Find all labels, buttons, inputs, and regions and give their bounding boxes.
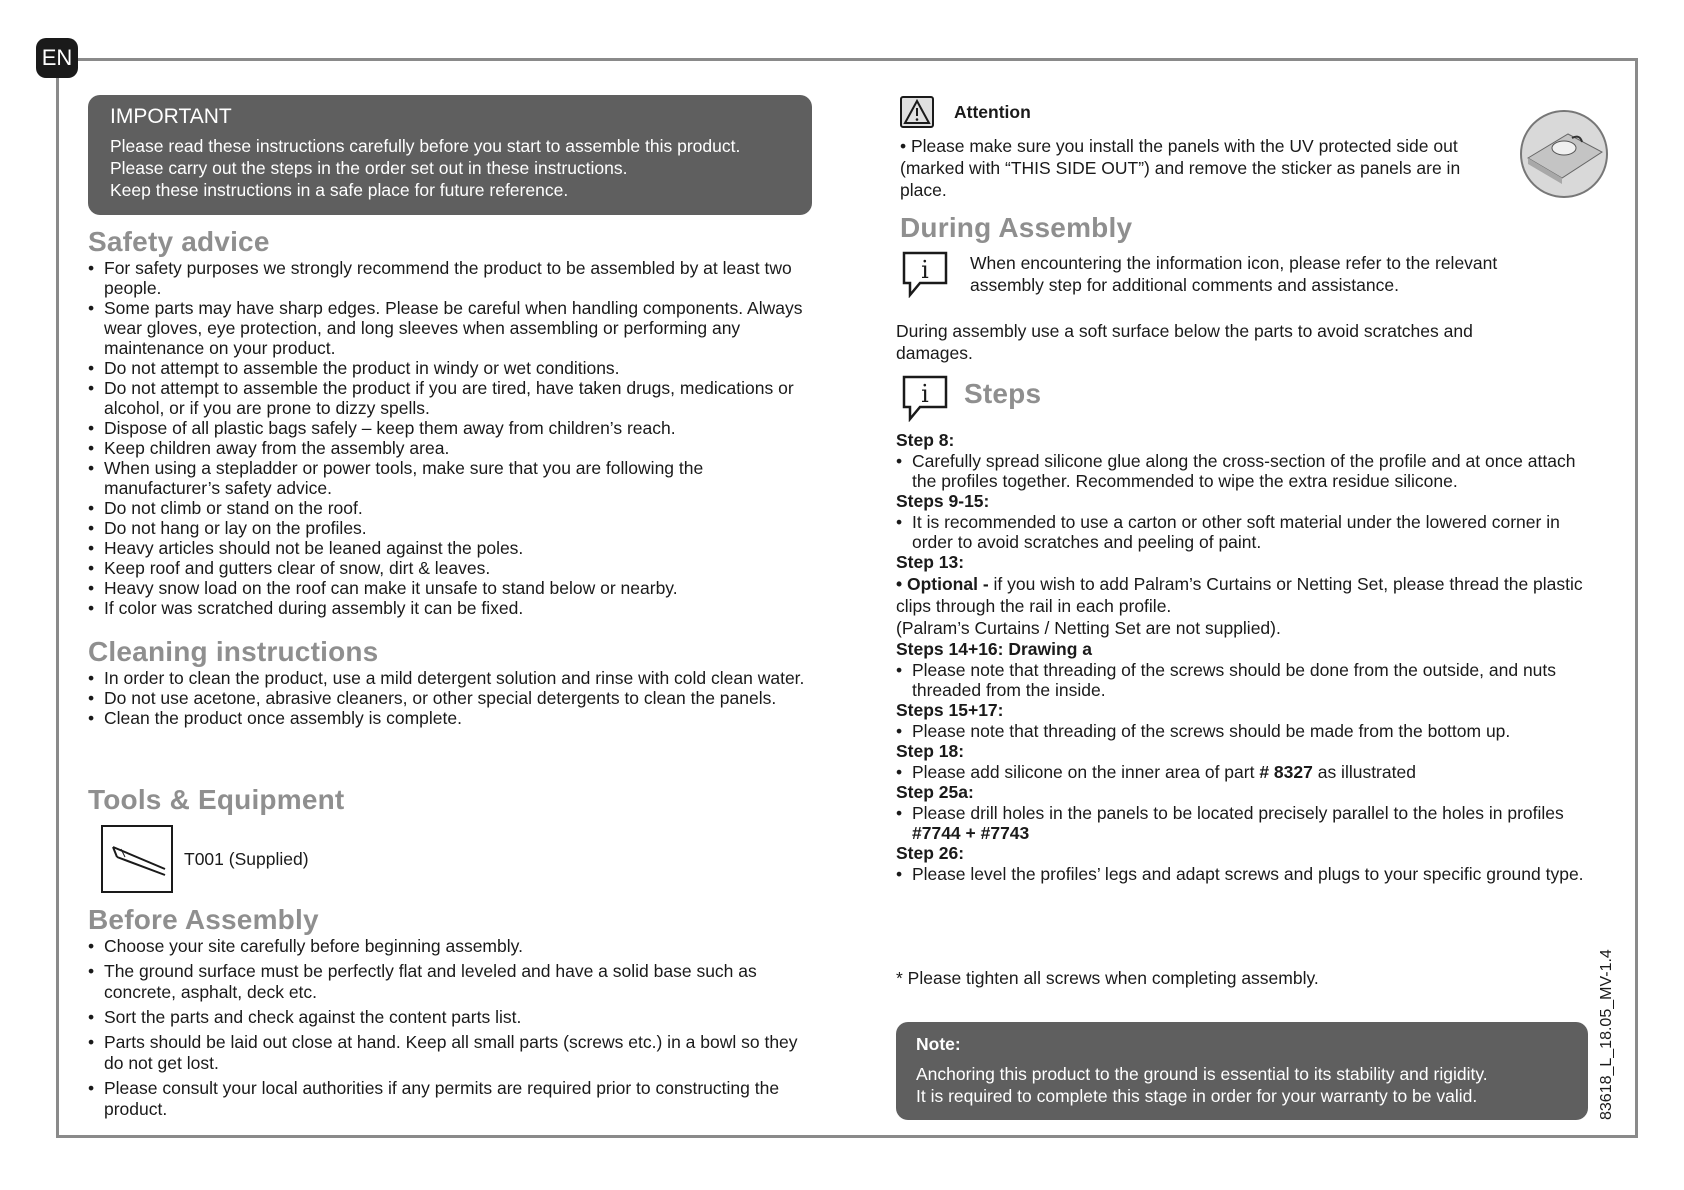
step-heading: Step 25a: [896, 782, 974, 802]
tools-heading: Tools & Equipment [88, 784, 345, 815]
safety-section [88, 226, 808, 618]
step-text: • Please note that threading of the screws should be made from the bottom up. [896, 721, 1596, 741]
info-icon [900, 250, 950, 298]
step-text-part: as illustrated [1312, 762, 1416, 782]
list-item: • Dispose of all plastic bags safely – keep them away from children’s reach. [88, 418, 808, 438]
step-text-part: if you wish to add Palram’s Curtains or Netting Set, please thread the plastic clips through the rail in each profile. [896, 574, 1583, 616]
steps-heading: Steps [964, 378, 1042, 409]
list-item: • Heavy snow load on the roof can make it unsafe to stand below or nearby. [88, 578, 808, 598]
step-text: • Please note that threading of the screws should be done from the outside, and nuts threaded from the inside. [896, 660, 1596, 700]
before-section [88, 904, 808, 1124]
list-item: • For safety purposes we strongly recommend the product to be assembled by at least two people. [88, 258, 808, 298]
step-text [896, 803, 1596, 843]
tool-image [101, 825, 173, 893]
info-icon-text: When encountering the information icon, please refer to the relevant assembly step for additional comments and assistance. [970, 253, 1498, 295]
note-title: Note: [916, 1034, 961, 1054]
cleaning-section [88, 636, 808, 728]
note-line: Anchoring this product to the ground is essential to its stability and rigidity. [916, 1064, 1488, 1084]
important-line: Please read these instructions carefully before you start to assemble this product. [110, 136, 741, 156]
list-item: • Do not climb or stand on the roof. [88, 498, 808, 518]
list-item: • When using a stepladder or power tools, make sure that you are following the manufacturer’s safety advice. [88, 458, 808, 498]
svg-text:i: i [921, 380, 929, 408]
list-item: • Choose your site carefully before beginning assembly. [88, 936, 808, 957]
important-box [88, 95, 812, 215]
list-item: • Clean the product once assembly is complete. [88, 708, 808, 728]
steps-list [896, 430, 1596, 884]
list-item: • Do not attempt to assemble the product in windy or wet conditions. [88, 358, 808, 378]
step-text-part: Please drill holes in the panels to be located precisely parallel to the holes in profiles [912, 803, 1564, 823]
step-text: • Carefully spread silicone glue along the cross-section of the profile and at once attach the profiles together. Recommended to wipe the extra residue silicone. [896, 451, 1596, 491]
step-text-part: Please add silicone on the inner area of part [912, 762, 1260, 782]
cleaning-heading: Cleaning instructions [88, 636, 379, 667]
cleaning-list [88, 668, 808, 728]
step-heading: Step 26: [896, 843, 965, 863]
list-item: • Some parts may have sharp edges. Please be careful when handling components. Always wear gloves, eye protection, and long sleeves when assembling or performing any maintenance on your product. [88, 298, 808, 358]
attention-title: Attention [954, 102, 1031, 122]
step-text [896, 762, 1596, 782]
note-line: It is required to complete this stage in order for your warranty to be valid. [916, 1086, 1478, 1106]
list-item: • Keep roof and gutters clear of snow, dirt & leaves. [88, 558, 808, 578]
list-item: • Do not attempt to assemble the product if you are tired, have taken drugs, medications or alcohol, or if you are prone to dizzy spells. [88, 378, 808, 418]
step-text [896, 573, 1596, 617]
important-title: IMPORTANT [110, 105, 232, 128]
part-number: # 8327 [1259, 762, 1313, 782]
step-heading: Steps 14+16: Drawing a [896, 639, 1092, 659]
list-item: • Heavy articles should not be leaned against the poles. [88, 538, 808, 558]
document-code: 83618_L_18.05_MV-1.4 [1598, 949, 1615, 1120]
list-item: • If color was scratched during assembly it can be fixed. [88, 598, 808, 618]
important-line: Please carry out the steps in the order set out in these instructions. [110, 158, 628, 178]
list-item: • In order to clean the product, use a mild detergent solution and rinse with cold clean water. [88, 668, 808, 688]
before-list [88, 936, 808, 1120]
step-heading: Step 13: [896, 552, 965, 572]
list-item: • Do not use acetone, abrasive cleaners, or other special detergents to clean the panels. [88, 688, 808, 708]
svg-text:i: i [921, 256, 929, 284]
step-text: • Please level the profiles’ legs and adapt screws and plugs to your specific ground type. [896, 864, 1596, 884]
attention-text: • Please make sure you install the panels with the UV protected side out (marked with “THIS SIDE OUT”) and remove the sticker as panels are in place. [900, 136, 1461, 200]
safety-heading: Safety advice [88, 226, 270, 257]
list-item: • Sort the parts and check against the content parts list. [88, 1007, 808, 1028]
list-item: • Please consult your local authorities if any permits are required prior to constructing the product. [88, 1078, 808, 1120]
note-box [896, 1022, 1588, 1120]
language-badge: EN [36, 38, 78, 78]
step-heading: Step 18: [896, 741, 965, 761]
list-item: • Do not hang or lay on the profiles. [88, 518, 808, 538]
during-heading: During Assembly [900, 212, 1133, 243]
tighten-note: * Please tighten all screws when completing assembly. [896, 968, 1319, 988]
tool-t001-icon [103, 827, 171, 891]
step-heading: Steps 9-15: [896, 491, 990, 511]
important-line: Keep these instructions in a safe place for future reference. [110, 180, 569, 200]
warning-icon [900, 96, 934, 128]
info-icon [900, 374, 950, 422]
list-item: • The ground surface must be perfectly flat and leveled and have a solid base such as concrete, asphalt, deck etc. [88, 961, 808, 1003]
surface-text: During assembly use a soft surface below the parts to avoid scratches and damages. [896, 321, 1473, 363]
step-note: (Palram’s Curtains / Netting Set are not supplied). [896, 618, 1281, 638]
step-heading: Step 8: [896, 430, 955, 450]
part-number: #7744 + #7743 [912, 823, 1030, 843]
optional-label: • Optional - [896, 574, 989, 594]
safety-list [88, 258, 808, 618]
step-text: • It is recommended to use a carton or other soft material under the lowered corner in order to avoid scratches and peeling of paint. [896, 512, 1596, 552]
tool-label: T001 (Supplied) [184, 849, 309, 869]
tools-section [88, 784, 808, 816]
list-item: • Keep children away from the assembly area. [88, 438, 808, 458]
list-item: • Parts should be laid out close at hand. Keep all small parts (screws etc.) in a bowl so they do not get lost. [88, 1032, 808, 1074]
step-heading: Steps 15+17: [896, 700, 1004, 720]
before-heading: Before Assembly [88, 904, 319, 935]
panel-sticker-image [1520, 110, 1608, 198]
